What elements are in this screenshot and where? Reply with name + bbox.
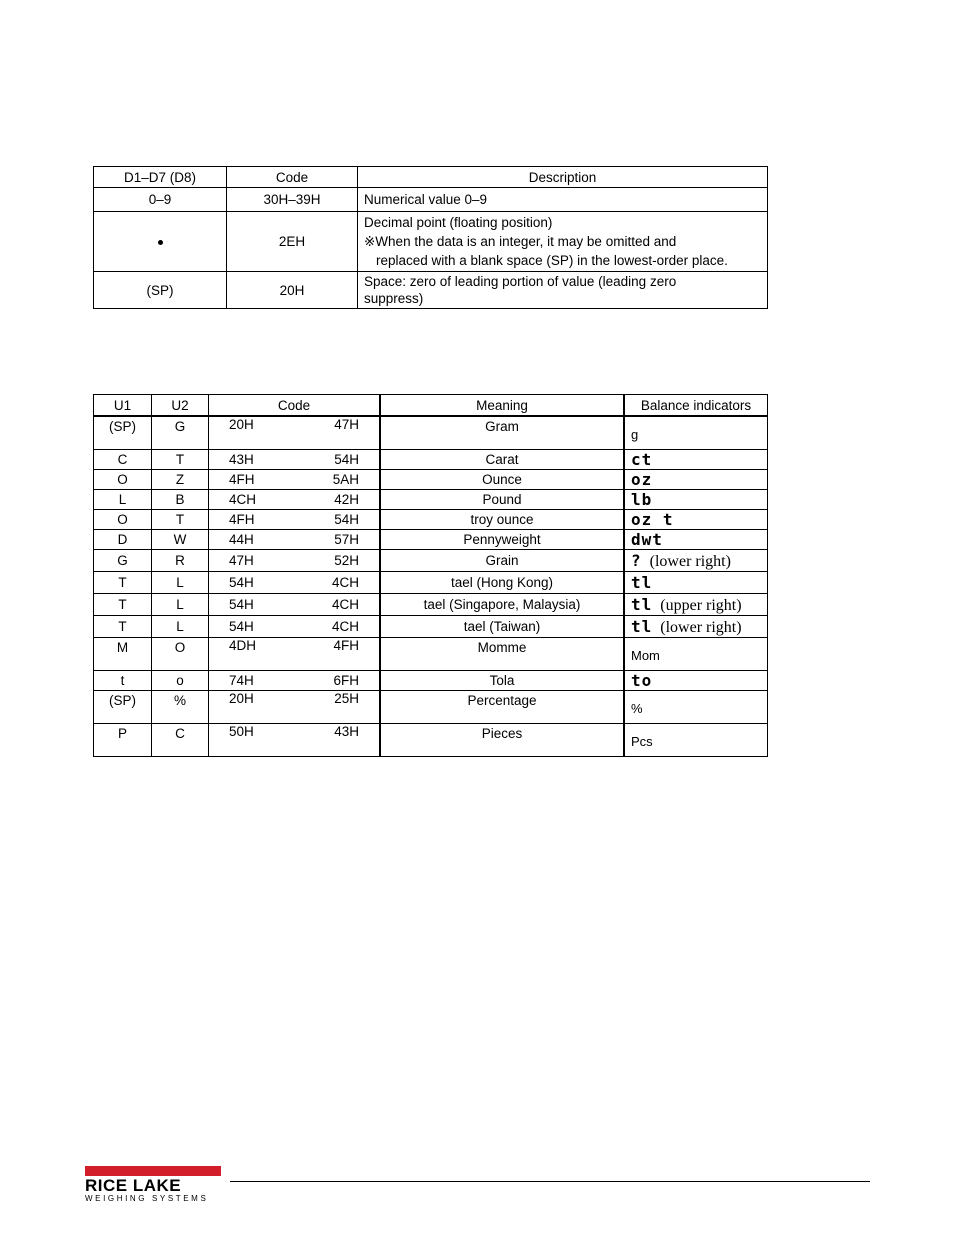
u2-cell: T bbox=[152, 510, 209, 530]
table-row bbox=[94, 490, 768, 510]
description-text: Decimal point (floating position) bbox=[364, 215, 553, 230]
table-row bbox=[94, 510, 768, 530]
meaning-cell: Ounce bbox=[380, 470, 624, 490]
code-u1: 50H bbox=[229, 724, 254, 739]
code-u2: 4CH bbox=[331, 619, 359, 634]
u1-cell: T bbox=[94, 594, 152, 616]
header-code: Code bbox=[227, 167, 358, 188]
description-note: replaced with a blank space (SP) in the lowest-order place. bbox=[376, 253, 728, 268]
table-row bbox=[94, 638, 768, 671]
indicator-cell bbox=[624, 510, 768, 530]
meaning-cell: Gram bbox=[380, 416, 624, 450]
code-u1: 44H bbox=[229, 532, 254, 547]
code-cell bbox=[209, 671, 381, 691]
indicator-cell bbox=[624, 638, 768, 671]
code-cell bbox=[209, 490, 381, 510]
digit-cell: 0–9 bbox=[94, 188, 227, 212]
code-u1: 4FH bbox=[229, 472, 255, 487]
code-u2: 4FH bbox=[333, 638, 359, 653]
table-row bbox=[94, 550, 768, 572]
meaning-cell: Tola bbox=[380, 671, 624, 691]
u1-cell: t bbox=[94, 671, 152, 691]
indicator-symbol: % bbox=[631, 701, 643, 716]
code-u1: 4FH bbox=[229, 512, 255, 527]
meaning-cell: Momme bbox=[380, 638, 624, 671]
u2-cell: Z bbox=[152, 470, 209, 490]
code-cell bbox=[209, 510, 381, 530]
u2-cell: L bbox=[152, 572, 209, 594]
u1-cell: L bbox=[94, 490, 152, 510]
footer-rule bbox=[230, 1181, 870, 1182]
code-u2: 54H bbox=[334, 512, 359, 527]
meaning-cell: Pennyweight bbox=[380, 530, 624, 550]
indicator-symbol: oz bbox=[631, 470, 653, 489]
table-row bbox=[94, 450, 768, 470]
meaning-cell: Pieces bbox=[380, 724, 624, 757]
indicator-cell bbox=[624, 550, 768, 572]
indicator-symbol: g bbox=[631, 427, 639, 442]
code-cell bbox=[209, 594, 381, 616]
header-balance-indicators: Balance indicators bbox=[624, 395, 768, 417]
meaning-cell: troy ounce bbox=[380, 510, 624, 530]
code-u2: 25H bbox=[334, 691, 359, 706]
code-cell bbox=[209, 572, 381, 594]
header-description: Description bbox=[358, 167, 768, 188]
table-row bbox=[94, 724, 768, 757]
indicator-position: (upper right) bbox=[660, 596, 742, 614]
indicator-symbol: Mom bbox=[631, 648, 660, 663]
indicator-position: (lower right) bbox=[649, 552, 731, 570]
indicator-symbol: lb bbox=[631, 490, 653, 509]
meaning-cell: tael (Singapore, Malaysia) bbox=[380, 594, 624, 616]
indicator-cell bbox=[624, 450, 768, 470]
meaning-cell: Percentage bbox=[380, 691, 624, 724]
table-row bbox=[94, 416, 768, 450]
code-u2: 5AH bbox=[332, 472, 359, 487]
digit-cell bbox=[94, 212, 227, 272]
u1-cell: O bbox=[94, 470, 152, 490]
u2-cell: W bbox=[152, 530, 209, 550]
code-u1: 20H bbox=[229, 691, 254, 706]
indicator-symbol: tl bbox=[631, 573, 653, 592]
code-u2: 6FH bbox=[333, 673, 359, 688]
indicator-symbol: oz t bbox=[631, 510, 674, 529]
rice-lake-logo bbox=[85, 1166, 221, 1204]
indicator-cell bbox=[624, 594, 768, 616]
indicator-symbol: dwt bbox=[631, 530, 663, 549]
indicator-cell bbox=[624, 691, 768, 724]
logo-brand: RICE LAKE bbox=[85, 1176, 182, 1195]
u1-cell: (SP) bbox=[94, 416, 152, 450]
code-u2: 57H bbox=[334, 532, 359, 547]
logo-tagline: WEIGHING SYSTEMS bbox=[85, 1194, 209, 1203]
u1-cell: C bbox=[94, 450, 152, 470]
code-cell bbox=[209, 550, 381, 572]
description-text: Space: zero of leading portion of value (leading zero bbox=[364, 274, 677, 289]
meaning-cell: Grain bbox=[380, 550, 624, 572]
u2-cell: G bbox=[152, 416, 209, 450]
header-meaning: Meaning bbox=[380, 395, 624, 417]
code-u2: 54H bbox=[334, 452, 359, 467]
table-row bbox=[94, 530, 768, 550]
code-u1: 4DH bbox=[229, 638, 257, 653]
indicator-symbol: ct bbox=[631, 450, 653, 469]
table-row bbox=[94, 272, 768, 309]
description-cell: Numerical value 0–9 bbox=[358, 188, 768, 212]
code-cell: 2EH bbox=[227, 212, 358, 272]
u1-cell: G bbox=[94, 550, 152, 572]
code-u1: 47H bbox=[229, 553, 254, 568]
u2-cell: o bbox=[152, 671, 209, 691]
code-u1: 43H bbox=[229, 452, 254, 467]
table-row bbox=[94, 691, 768, 724]
code-cell bbox=[209, 724, 381, 757]
code-u1: 74H bbox=[229, 673, 254, 688]
indicator-symbol: tl bbox=[631, 594, 653, 614]
code-cell bbox=[209, 616, 381, 638]
code-cell bbox=[209, 638, 381, 671]
indicator-cell bbox=[624, 572, 768, 594]
decimal-point-icon bbox=[158, 240, 163, 245]
u1-cell: T bbox=[94, 616, 152, 638]
meaning-cell: tael (Taiwan) bbox=[380, 616, 624, 638]
indicator-position: (lower right) bbox=[660, 618, 742, 636]
header-u1: U1 bbox=[94, 395, 152, 417]
u1-cell: O bbox=[94, 510, 152, 530]
header-u2: U2 bbox=[152, 395, 209, 417]
u1-cell: T bbox=[94, 572, 152, 594]
table-row bbox=[94, 212, 768, 272]
u2-cell: L bbox=[152, 616, 209, 638]
code-cell bbox=[209, 416, 381, 450]
code-u1: 54H bbox=[229, 597, 254, 612]
code-u1: 54H bbox=[229, 575, 254, 590]
digit-cell: (SP) bbox=[94, 272, 227, 309]
table-row bbox=[94, 470, 768, 490]
logo-bar bbox=[85, 1166, 221, 1176]
indicator-symbol: ? bbox=[631, 550, 642, 570]
code-u1: 20H bbox=[229, 417, 254, 432]
description-text: suppress) bbox=[364, 291, 424, 306]
table-row bbox=[94, 188, 768, 212]
data-format-table bbox=[93, 166, 768, 309]
indicator-cell bbox=[624, 416, 768, 450]
indicator-cell bbox=[624, 470, 768, 490]
table-row bbox=[94, 671, 768, 691]
table-row bbox=[94, 572, 768, 594]
description-cell bbox=[358, 212, 768, 272]
code-cell bbox=[209, 450, 381, 470]
u1-cell: P bbox=[94, 724, 152, 757]
indicator-cell bbox=[624, 530, 768, 550]
code-cell bbox=[209, 470, 381, 490]
indicator-cell bbox=[624, 724, 768, 757]
indicator-cell bbox=[624, 490, 768, 510]
code-u2: 4CH bbox=[331, 575, 359, 590]
indicator-cell bbox=[624, 616, 768, 638]
meaning-cell: tael (Hong Kong) bbox=[380, 572, 624, 594]
code-u2: 42H bbox=[334, 492, 359, 507]
u1-cell: (SP) bbox=[94, 691, 152, 724]
u2-cell: R bbox=[152, 550, 209, 572]
code-u2: 4CH bbox=[331, 597, 359, 612]
u2-cell: C bbox=[152, 724, 209, 757]
header-digit: D1–D7 (D8) bbox=[94, 167, 227, 188]
u2-cell: O bbox=[152, 638, 209, 671]
code-cell bbox=[209, 530, 381, 550]
meaning-cell: Pound bbox=[380, 490, 624, 510]
code-cell: 20H bbox=[227, 272, 358, 309]
indicator-symbol: tl bbox=[631, 616, 653, 636]
description-cell bbox=[358, 272, 768, 309]
u1-cell: D bbox=[94, 530, 152, 550]
code-u2: 43H bbox=[334, 724, 359, 739]
table-row bbox=[94, 594, 768, 616]
meaning-cell: Carat bbox=[380, 450, 624, 470]
code-u1: 4CH bbox=[229, 492, 257, 507]
header-code: Code bbox=[209, 395, 381, 417]
u1-cell: M bbox=[94, 638, 152, 671]
code-u1: 54H bbox=[229, 619, 254, 634]
code-u2: 52H bbox=[334, 553, 359, 568]
indicator-symbol: Pcs bbox=[631, 734, 653, 749]
indicator-cell bbox=[624, 671, 768, 691]
u2-cell: % bbox=[152, 691, 209, 724]
code-cell bbox=[209, 691, 381, 724]
code-cell: 30H–39H bbox=[227, 188, 358, 212]
u2-cell: B bbox=[152, 490, 209, 510]
indicator-symbol: to bbox=[631, 671, 653, 690]
u2-cell: T bbox=[152, 450, 209, 470]
unit-code-table bbox=[93, 394, 768, 757]
u2-cell: L bbox=[152, 594, 209, 616]
description-note: ※When the data is an integer, it may be omitted and bbox=[364, 234, 677, 249]
code-u2: 47H bbox=[334, 417, 359, 432]
table-row bbox=[94, 616, 768, 638]
